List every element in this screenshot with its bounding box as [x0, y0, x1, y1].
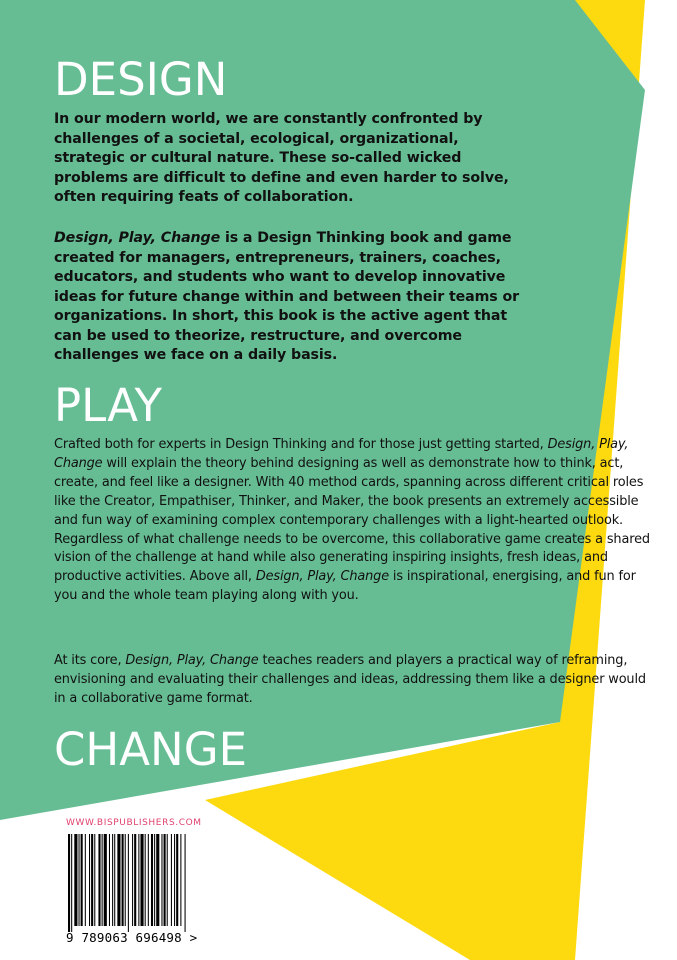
- book-title: Design, Play, Change: [125, 653, 259, 668]
- barcode-bar: [140, 834, 143, 926]
- barcode-bar: [156, 834, 159, 926]
- barcode-bar: [180, 834, 181, 926]
- barcode-bar: [85, 834, 86, 926]
- isbn-number: [66, 932, 226, 945]
- barcode-bar: [79, 834, 80, 926]
- barcode-bar: [128, 834, 129, 932]
- barcode-bar: [94, 834, 95, 926]
- heading-design: DESIGN: [54, 53, 228, 106]
- book-title: Design, Play, Change: [54, 230, 221, 246]
- barcode-bar: [161, 834, 162, 926]
- book-title: Design, Play, Change: [54, 437, 629, 471]
- barcode-bar: [122, 834, 124, 926]
- barcode-bar: [102, 834, 103, 926]
- barcode-bar: [164, 834, 166, 926]
- barcode-bar: [132, 834, 133, 926]
- barcode-bar: [114, 834, 115, 926]
- core-text-2: teaches readers and players a practical way of reframing, envisioning and evaluating their challenges and ideas, addressing them like a designer would in a collaborative game format.: [54, 653, 646, 706]
- isbn-digits: 9 789063 696498: [66, 930, 182, 945]
- barcode-bar: [151, 834, 153, 926]
- barcode-bar: [148, 834, 149, 926]
- barcode-bar: [174, 834, 175, 926]
- barcode-bar: [134, 834, 136, 926]
- design-intro-paragraph: In our modern world, we are constantly confronted by challenges of a societal, ecological, organizational, strategic or cultural nature. These so-called wicked problems are difficult to define and even harder to solve, often requiring feats of collaboration.: [54, 111, 509, 205]
- play-text-3: is inspirational, energising, and fun for you and the whole team playing along with you.: [54, 569, 636, 604]
- design-book-text: is a Design Thinking book and game created for managers, entrepreneurs, trainers, coaches, educators, and students who want to develop innovative ideas for future change within and between their teams or organizations. In short, this book is the active agent that can be used to theorize, restructure, and overcome challenges we face on a daily basis.: [54, 230, 520, 363]
- play-text-2: will explain the theory behind designing as well as demonstrate how to think, act, create, and feel like a designer. With 40 method cards, spanning across different critical roles like the Creator, Empathiser, Thinker, and Maker, the book presents an extremely accessible and fun way of examining complex contemporary challenges with a light-hearted outlook. Regardless of what challenge needs to be overcome, this collaborative game creates a shared vision of the challenge at hand while also generating inspiring insights, fresh ideas, and productive activities. Above all,: [54, 455, 650, 585]
- publisher-website: WWW.BISPUBLISHERS.COM: [66, 818, 202, 828]
- barcode-bars: [66, 834, 222, 932]
- barcode-bar: [104, 834, 107, 926]
- barcode-bar: [74, 834, 77, 926]
- barcode-bar: [98, 834, 100, 926]
- barcode-bar: [145, 834, 146, 926]
- barcode-bar: [185, 834, 186, 932]
- barcode-bar: [171, 834, 172, 926]
- barcode-bar: [81, 834, 83, 926]
- barcode-bar: [176, 834, 178, 926]
- book-title: Design, Play, Change: [255, 569, 389, 585]
- barcode-bar: [125, 834, 126, 926]
- barcode-bar: [138, 834, 139, 926]
- barcode-bar: [167, 834, 168, 926]
- play-paragraph: [54, 436, 654, 606]
- barcode-bar: [68, 834, 70, 932]
- barcode-bar: [112, 834, 113, 926]
- heading-change: CHANGE: [54, 723, 248, 776]
- play-text-1: Crafted both for experts in Design Thinking and for those just getting started,: [54, 437, 548, 452]
- core-text-1: At its core,: [54, 653, 126, 668]
- barcode-bar: [71, 834, 72, 932]
- core-paragraph: [54, 652, 654, 709]
- barcode-bar: [117, 834, 120, 926]
- design-book-paragraph: [54, 229, 524, 366]
- heading-play: PLAY: [54, 379, 163, 432]
- barcode-bar: [91, 834, 93, 926]
- isbn-arrow: >: [189, 930, 198, 945]
- barcode-bar: [109, 834, 110, 926]
- barcode-bar: [89, 834, 90, 926]
- barcode-bar: [154, 834, 155, 926]
